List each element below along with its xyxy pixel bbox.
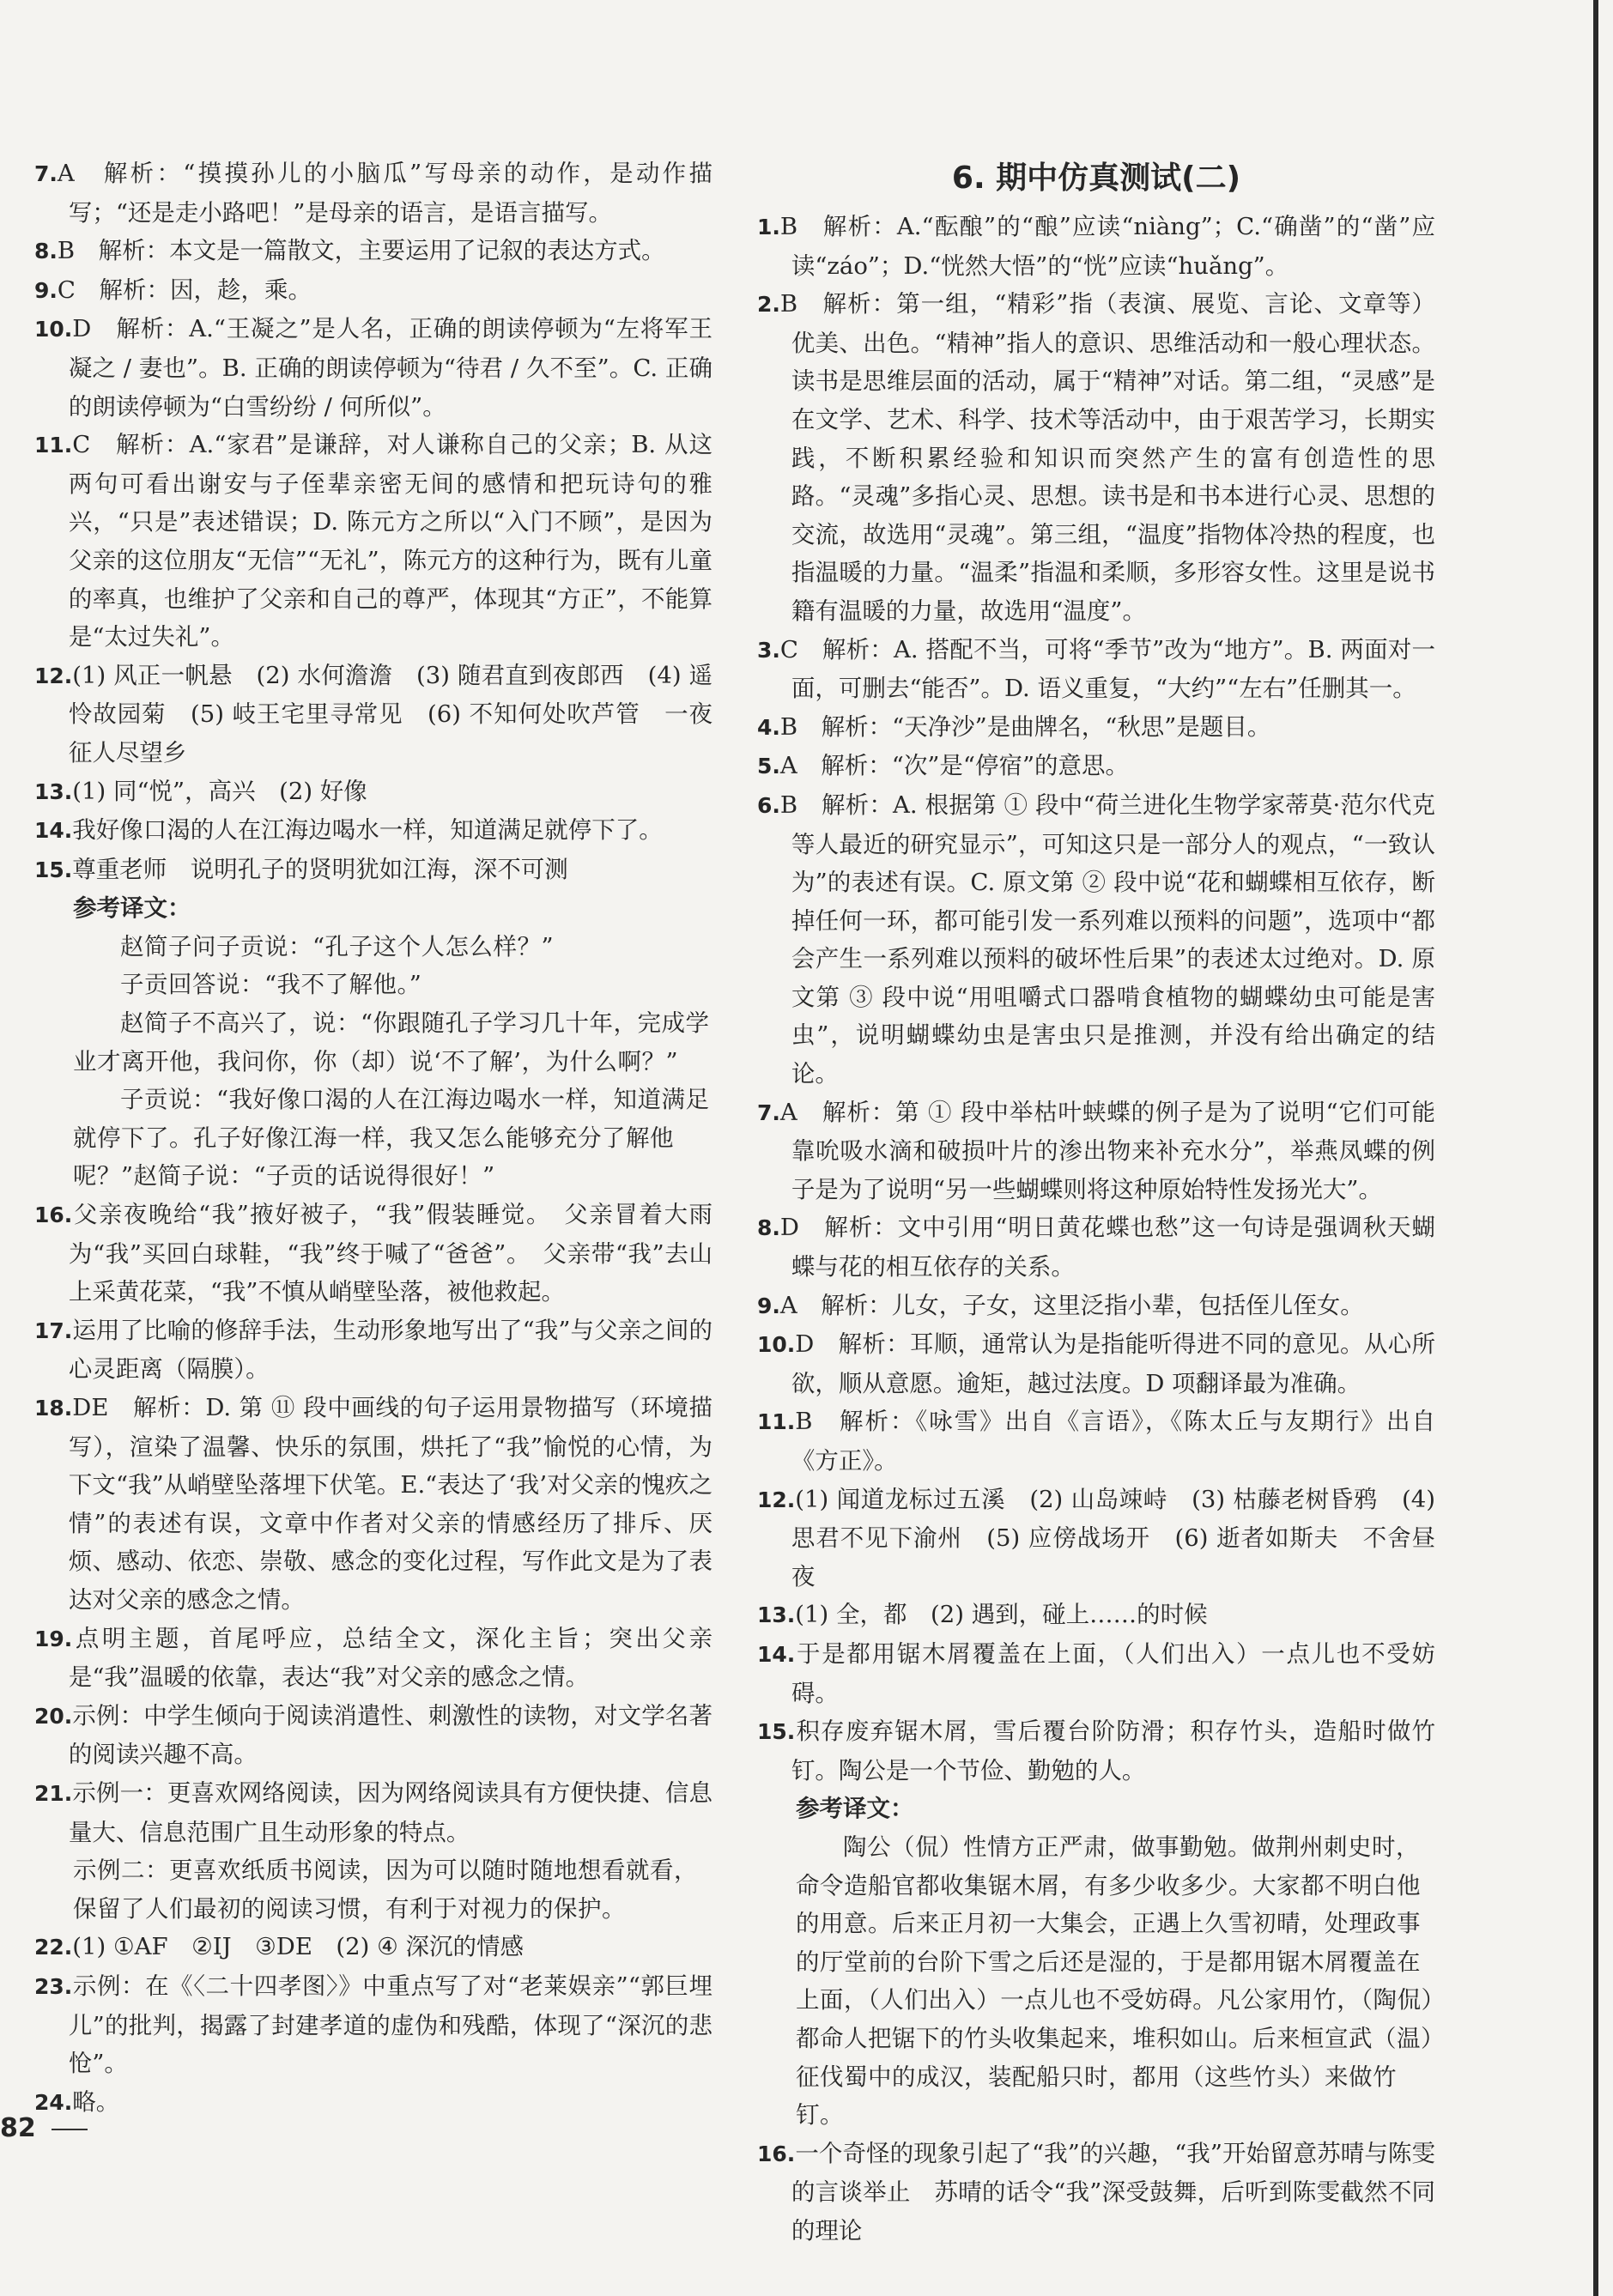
answer-item (757, 1596, 1435, 1635)
answer-number: 20. (34, 1703, 73, 1729)
answer-number: 16. (34, 1203, 73, 1228)
answer-item (757, 708, 1435, 748)
answer-item (34, 154, 713, 232)
answer-number: 9. (34, 277, 58, 303)
answer-text: 积存废弃锯木屑，雪后覆台阶防滑；积存竹头，造船时做竹钉。陶公是一个节俭、勤勉的人。 (791, 1717, 1435, 1784)
answer-number: 10. (34, 317, 73, 342)
answer-number: 18. (34, 1396, 73, 1421)
answer-item (757, 1402, 1435, 1480)
right-answer-list (757, 208, 1435, 1790)
answer-text: A 解析：“摸摸孙儿的小脑瓜”写母亲的动作，是动作描写；“还是走小路吧！”是母亲的语言，是语言描写。 (57, 160, 713, 227)
answer-item (757, 631, 1435, 708)
left-column (34, 154, 713, 2122)
answer-item (34, 657, 713, 772)
answer-item (34, 1196, 713, 1312)
answer-number: 6. (757, 792, 780, 818)
answer-number: 12. (757, 1487, 796, 1512)
answer-text: (1) 全，都 (2) 遇到，碰上……的时候 (795, 1601, 1208, 1629)
answer-text: A 解析：儿女，子女，这里泛指小辈，包括侄儿侄女。 (779, 1291, 1364, 1319)
page-number: 82 (0, 2113, 36, 2143)
answer-number: 22. (34, 1935, 73, 1960)
answer-number: 5. (757, 754, 780, 779)
answer-number: 8. (34, 239, 58, 264)
right-reference-label: 参考译文： (796, 1795, 914, 1823)
right-translation (757, 1828, 1435, 2135)
answer-number: 1. (757, 215, 780, 239)
right-column (757, 154, 1435, 2250)
answer-number: 16. (757, 2141, 796, 2166)
answer-item (757, 1325, 1435, 1402)
answer-text: (1) 闻道龙标过五溪 (2) 山岛竦峙 (3) 枯藤老树昏鸦 (4) 思君不见下渝州 (5) 应傍战场开 (6) 逝者如斯夫 不舍昼夜 (791, 1485, 1435, 1590)
answer-item (757, 1209, 1435, 1286)
translation-paragraph: 子贡说：“我好像口渴的人在江海边喝水一样，知道满足就停下了。孔子好像江海一样，我又怎么能够充分了解他呢？”赵简子说：“子贡的话说得很好！” (73, 1086, 710, 1190)
answer-item (34, 1312, 713, 1389)
answer-text: D 解析：A.“王凝之”是人名，正确的朗读停顿为“左将军王凝之 / 妻也”。B. 正确的朗读停顿为“待君 / 久不至”。C. 正确的朗读停顿为“白雪纷纷 / 何所似”。 (68, 315, 713, 421)
answer-number: 9. (757, 1293, 780, 1318)
answer-item (34, 1697, 713, 1774)
answer-text: A 解析：“次”是“停宿”的意思。 (779, 752, 1130, 780)
page-edge-shadow (1593, 0, 1598, 2296)
answer-number: 15. (34, 857, 73, 882)
answer-text: B 解析：第一组，“精彩”指（表演、展览、言论、文章等）优美、出色。“精神”指人的意识、思维活动和一般心理状态。读书是思维层面的活动，属于“精神”对话。第二组，“灵感”是在文学、艺术、科学、技术等活动中，由于艰苦学习，长期实践，不断积累经验和知识而突然产生的富有创造性的思路。“灵魂”多指心灵、思想。读书是和书本进行心灵、思想的交流，故选用“灵魂”。第三组，“温度”指物体冷热的程度，也指温暖的力量。“温柔”指温和柔顺，多形容女性。这里是说书籍有温暖的力量，故选用“温度”。 (779, 290, 1435, 625)
answer-text: 点明主题，首尾呼应，总结全文，深化主旨；突出父亲是“我”温暖的依靠，表达“我”对父亲的感念之情。 (68, 1624, 713, 1692)
answer-item (757, 1635, 1435, 1712)
answer-number: 21. (34, 1780, 73, 1806)
answer-text: 示例：在《〈二十四孝图〉》中重点写了对“老莱娱亲”“郭巨埋儿”的批判，揭露了封建孝道的虚伪和残酷，体现了“深沉的悲怆”。 (68, 1972, 713, 2078)
answer-item (34, 811, 713, 851)
answer-number: 3. (757, 637, 780, 663)
answer-text: 示例一：更喜欢网络阅读，因为网络阅读具有方便快捷、信息量大、信息范围广且生动形象的特点。 (68, 1778, 713, 1846)
answer-item (34, 1928, 713, 1967)
answer-text: 一个奇怪的现象引起了“我”的兴趣，“我”开始留意苏晴与陈雯的言谈举止 苏晴的话令“我”深受鼓舞，后听到陈雯截然不同的理论 (791, 2139, 1435, 2245)
answer-text: 运用了比喻的修辞手法，生动形象地写出了“我”与父亲之间的心灵距离（隔膜）。 (68, 1316, 713, 1384)
answer-number: 11. (34, 433, 73, 458)
answer-item (34, 1389, 713, 1620)
answer-item (757, 1287, 1435, 1326)
translation-paragraph: 子贡回答说：“我不了解他。” (120, 971, 422, 999)
answer-item (34, 2083, 713, 2123)
answer-text: (1) 风正一帆悬 (2) 水何澹澹 (3) 随君直到夜郎西 (4) 遥怜故园菊 (5) 岐王宅里寻常见 (6) 不知何处吹芦管 一夜征人尽望乡 (68, 661, 713, 766)
answer-item (757, 1481, 1435, 1596)
right-answer-list-2 (757, 2135, 1435, 2251)
answer-number: 13. (34, 778, 73, 804)
answer-text: (1) 同“悦”，高兴 (2) 好像 (72, 777, 367, 805)
left-translation (34, 928, 713, 1196)
answer-number: 8. (757, 1215, 780, 1241)
answer-text: 我好像口渴的人在江海边喝水一样，知道满足就停下了。 (72, 816, 663, 845)
item21-example2: 示例二：更喜欢纸质书阅读，因为可以随时随地想看就看，保留了人们最初的阅读习惯，有利于对视力的保护。 (73, 1857, 698, 1923)
answer-item (34, 1774, 713, 1851)
answer-item (34, 851, 713, 890)
answer-item (34, 1620, 713, 1697)
answer-number: 17. (34, 1318, 73, 1343)
answer-number: 24. (34, 2089, 73, 2115)
answer-text: B 解析：《咏雪》出自《言语》，《陈太丘与友期行》出自《方正》。 (791, 1408, 1435, 1475)
left-answer-list (34, 154, 713, 889)
section-title: 6. 期中仿真测试(二) (951, 161, 1241, 196)
answer-number: 15. (757, 1719, 796, 1745)
translation-paragraph: 陶公（侃）性情方正严肃，做事勤勉。做荆州刺史时，命令造船官都收集锯木屑，有多少收多少。大家都不明白他的用意。后来正月初一大集会，正遇上久雪初晴，处理政事的厅堂前的台阶下雪之后还是湿的，于是都用锯木屑覆盖在上面，（人们出入）一点儿也不受妨碍。凡公家用竹，（陶侃）都命人把锯下的竹头收集起来，堆积如山。后来桓宣武（温）征伐蜀中的成汉，装配船只时，都用（这些竹头）来做竹钉。 (796, 1833, 1434, 2129)
answer-number: 4. (757, 714, 780, 740)
answer-item (34, 310, 713, 426)
answer-text: B 解析：A.“酝酿”的“酿”应读“niàng”；C.“确凿”的“凿”应读“záo”；D.“恍然大悟”的“恍”应读“huǎng”。 (779, 213, 1435, 280)
answer-item (34, 1967, 713, 2083)
answer-item (34, 232, 713, 271)
answer-item (757, 208, 1435, 285)
answer-item (757, 2135, 1435, 2251)
answer-number: 13. (757, 1602, 796, 1628)
answer-text: C 解析：A. 搭配不当，可将“季节”改为“地方”。B. 两面对一面，可删去“能否”。D. 语义重复，“大约”“左右”任删其一。 (779, 635, 1435, 703)
answer-text: (1) ①AF ②IJ ③DE (2) ④ 深沉的情感 (72, 1933, 524, 1961)
answer-item (34, 772, 713, 812)
answer-text: 尊重老师 说明孔子的贤明犹如江海，深不可测 (72, 855, 568, 883)
page-number-rule (52, 2129, 88, 2130)
left-answer-list-2 (34, 1196, 713, 1851)
answer-text: B 解析：本文是一篇散文，主要运用了记叙的表达方式。 (57, 237, 665, 265)
answer-number: 19. (34, 1626, 73, 1651)
translation-paragraph: 赵简子问子贡说：“孔子这个人怎么样？” (120, 932, 555, 960)
answer-number: 14. (757, 1641, 796, 1667)
answer-text: A 解析：第 ① 段中举枯叶蛱蝶的例子是为了说明“它们可能靠吮吸水滴和破损叶片的渗出物来补充水分”，举燕凤蝶的例子是为了说明“另一些蝴蝶则将这种原始特性发扬光大”。 (779, 1098, 1435, 1203)
left-reference-label: 参考译文： (73, 894, 191, 923)
answer-text: D 解析：文中引用“明日黄花蝶也愁”这一句诗是强调秋天蝴蝶与花的相互依存的关系。 (779, 1214, 1435, 1281)
answer-number: 11. (757, 1409, 796, 1435)
answer-text: D 解析：耳顺，通常认为是指能听得进不同的意见。从心所欲，顺从意愿。逾矩，越过法度。D 项翻译最为准确。 (791, 1330, 1435, 1397)
answer-text: 略。 (72, 2087, 120, 2116)
answer-item (757, 786, 1435, 1093)
answer-text: 父亲夜晚给“我”掖好被子，“我”假装睡觉。 父亲冒着大雨为“我”买回白球鞋，“我”终于喊了“爸爸”。 父亲带“我”去山上采黄花菜，“我”不慎从峭壁坠落，被他救起。 (68, 1201, 713, 1306)
answer-text: C 解析：因，趁，乘。 (57, 276, 312, 304)
answer-item (757, 747, 1435, 786)
answer-text: B 解析：“天净沙”是曲牌名，“秋思”是题目。 (779, 712, 1271, 741)
answer-number: 10. (757, 1332, 796, 1358)
answer-item (757, 1093, 1435, 1209)
answer-text: C 解析：A.“家君”是谦辞，对人谦称自己的父亲；B. 从这两句可看出谢安与子侄辈亲密无间的感情和把玩诗句的雅兴，“只是”表述错误；D. 陈元方之所以“入门不顾”，是因为父亲的这位朋友“无信”“无礼”，陈元方的这种行为，既有儿童的率真，也维护了父亲和自己的尊严，体现其“方正”，不能算是“太过失礼”。 (68, 431, 713, 651)
answer-item (34, 426, 713, 657)
answer-number: 23. (34, 1973, 73, 1999)
answer-item (757, 285, 1435, 630)
translation-paragraph: 赵简子不高兴了，说：“你跟随孔子学习几十年，完成学业才离开他，我问你，你（却）说‘不了解’，为什么啊？” (73, 1009, 710, 1075)
answer-item (757, 1712, 1435, 1790)
answer-text: B 解析：A. 根据第 ① 段中“荷兰进化生物学家蒂莫·范尔代克等人最近的研究显示”，可知这只是一部分人的观点，“一致认为”的表述有误。C. 原文第 ② 段中说“花和蝴蝶相互依存，断掉任何一环，都可能引发一系列难以预料的问题”，选项中“都会产生一系列难以预料的破坏性后果”的表述太过绝对。D. 原文第 ③ 段中说“用咀嚼式口器啃食植物的蝴蝶幼虫可能是害虫”，说明蝴蝶幼虫是害虫只是推测，并没有给出确定的结论。 (779, 791, 1435, 1088)
answer-text: 示例：中学生倾向于阅读消遣性、刺激性的读物，对文学名著的阅读兴趣不高。 (68, 1701, 713, 1769)
answer-number: 12. (34, 663, 73, 688)
left-answer-list-3 (34, 1928, 713, 2122)
answer-text: DE 解析：D. 第 ⑪ 段中画线的句子运用景物描写（环境描写），渲染了温馨、快乐的氛围，烘托了“我”愉悦的心情，为下文“我”从峭壁坠落埋下伏笔。E.“表达了‘我’对父亲的愧疚之情”的表述有误，文章中作者对父亲的情感经历了排斥、厌烦、感动、依恋、崇敬、感念的变化过程，写作此文是为了表达对父亲的感念之情。 (68, 1394, 713, 1614)
answer-number: 14. (34, 818, 73, 844)
answer-text: 于是都用锯木屑覆盖在上面，（人们出入）一点儿也不受妨碍。 (791, 1639, 1435, 1707)
answer-number: 2. (757, 292, 780, 318)
answer-number: 7. (757, 1100, 780, 1125)
answer-item (34, 271, 713, 311)
answer-number: 7. (34, 161, 58, 186)
